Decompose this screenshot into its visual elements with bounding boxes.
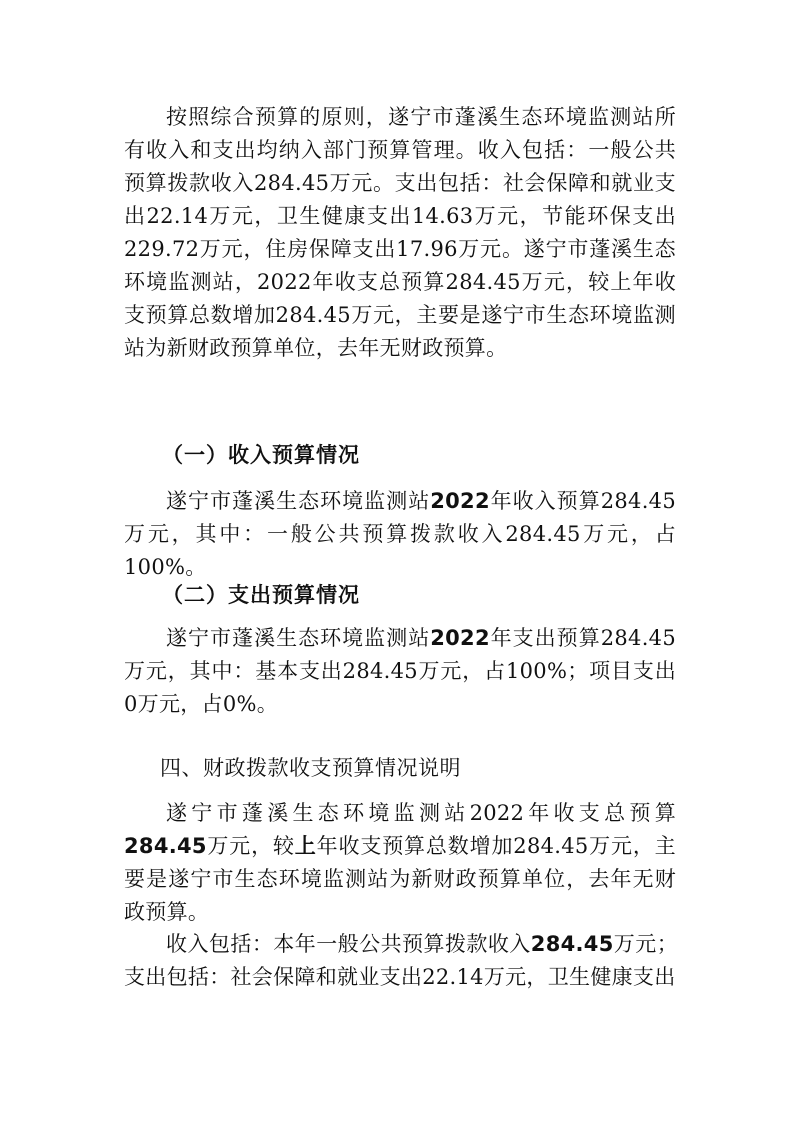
financial-appropriation-paragraph (124, 797, 676, 929)
intro-paragraph: 按照综合预算的原则，遂宁市蓬溪生态环境监测站所有收入和支出均纳入部门预算管理。收入包括：一般公共预算拨款收入284.45万元。支出包括：社会保障和就业支出22.14万元，卫生健康支出14.63万元，节能环保支出229.72万元，住房保障支出17.96万元。遂宁市蓬溪生态环境监测站，2022年收支总预算284.45万元，较上年收支预算总数增加284.45万元，主要是遂宁市生态环境监测站为新财政预算单位，去年无财政预算。 (124, 105, 676, 360)
income-budget-heading: （一）收入预算情况 (162, 442, 360, 467)
expense-unit-name: 遂宁市蓬溪生态环境监测站 (166, 626, 431, 650)
appropriation-previous-word: 上 (294, 834, 317, 858)
appropriation-total: 284.45 (124, 834, 207, 858)
income-budget-paragraph (124, 485, 676, 584)
appropriation-intro: 遂宁市蓬溪生态环境监测站2022年收支总预算 (166, 801, 676, 825)
expense-budget-paragraph (124, 622, 676, 721)
appropriation-detail: 年收支预算总数增加284.45万元，主要是遂宁市生态环境监测站为新财政预算单位，去年无财政预算。 (124, 834, 676, 924)
income-detail: 年收入预算284.45万元，其中：一般公共预算拨款收入284.45万元，占100%。 (124, 489, 676, 579)
composition-detail: 万元；支出包括：社会保障和就业支出22.14万元，卫生健康支出 (124, 932, 678, 989)
expense-detail: 年支出预算284.45万元，其中：基本支出284.45万元，占100%；项目支出0万元，占0%。 (124, 626, 676, 716)
appropriation-unit: 万元，较 (206, 834, 295, 858)
income-expense-composition-paragraph (124, 928, 678, 994)
expense-budget-heading: （二）支出预算情况 (162, 582, 360, 607)
income-year: 2022 (430, 489, 490, 513)
composition-amount: 284.45 (530, 932, 614, 956)
composition-intro: 收入包括：本年一般公共预算拨款收入 (166, 932, 531, 956)
income-unit-name: 遂宁市蓬溪生态环境监测站 (166, 489, 431, 513)
section-four-heading: 四、财政拨款收支预算情况说明 (160, 756, 461, 780)
expense-year: 2022 (430, 626, 490, 650)
